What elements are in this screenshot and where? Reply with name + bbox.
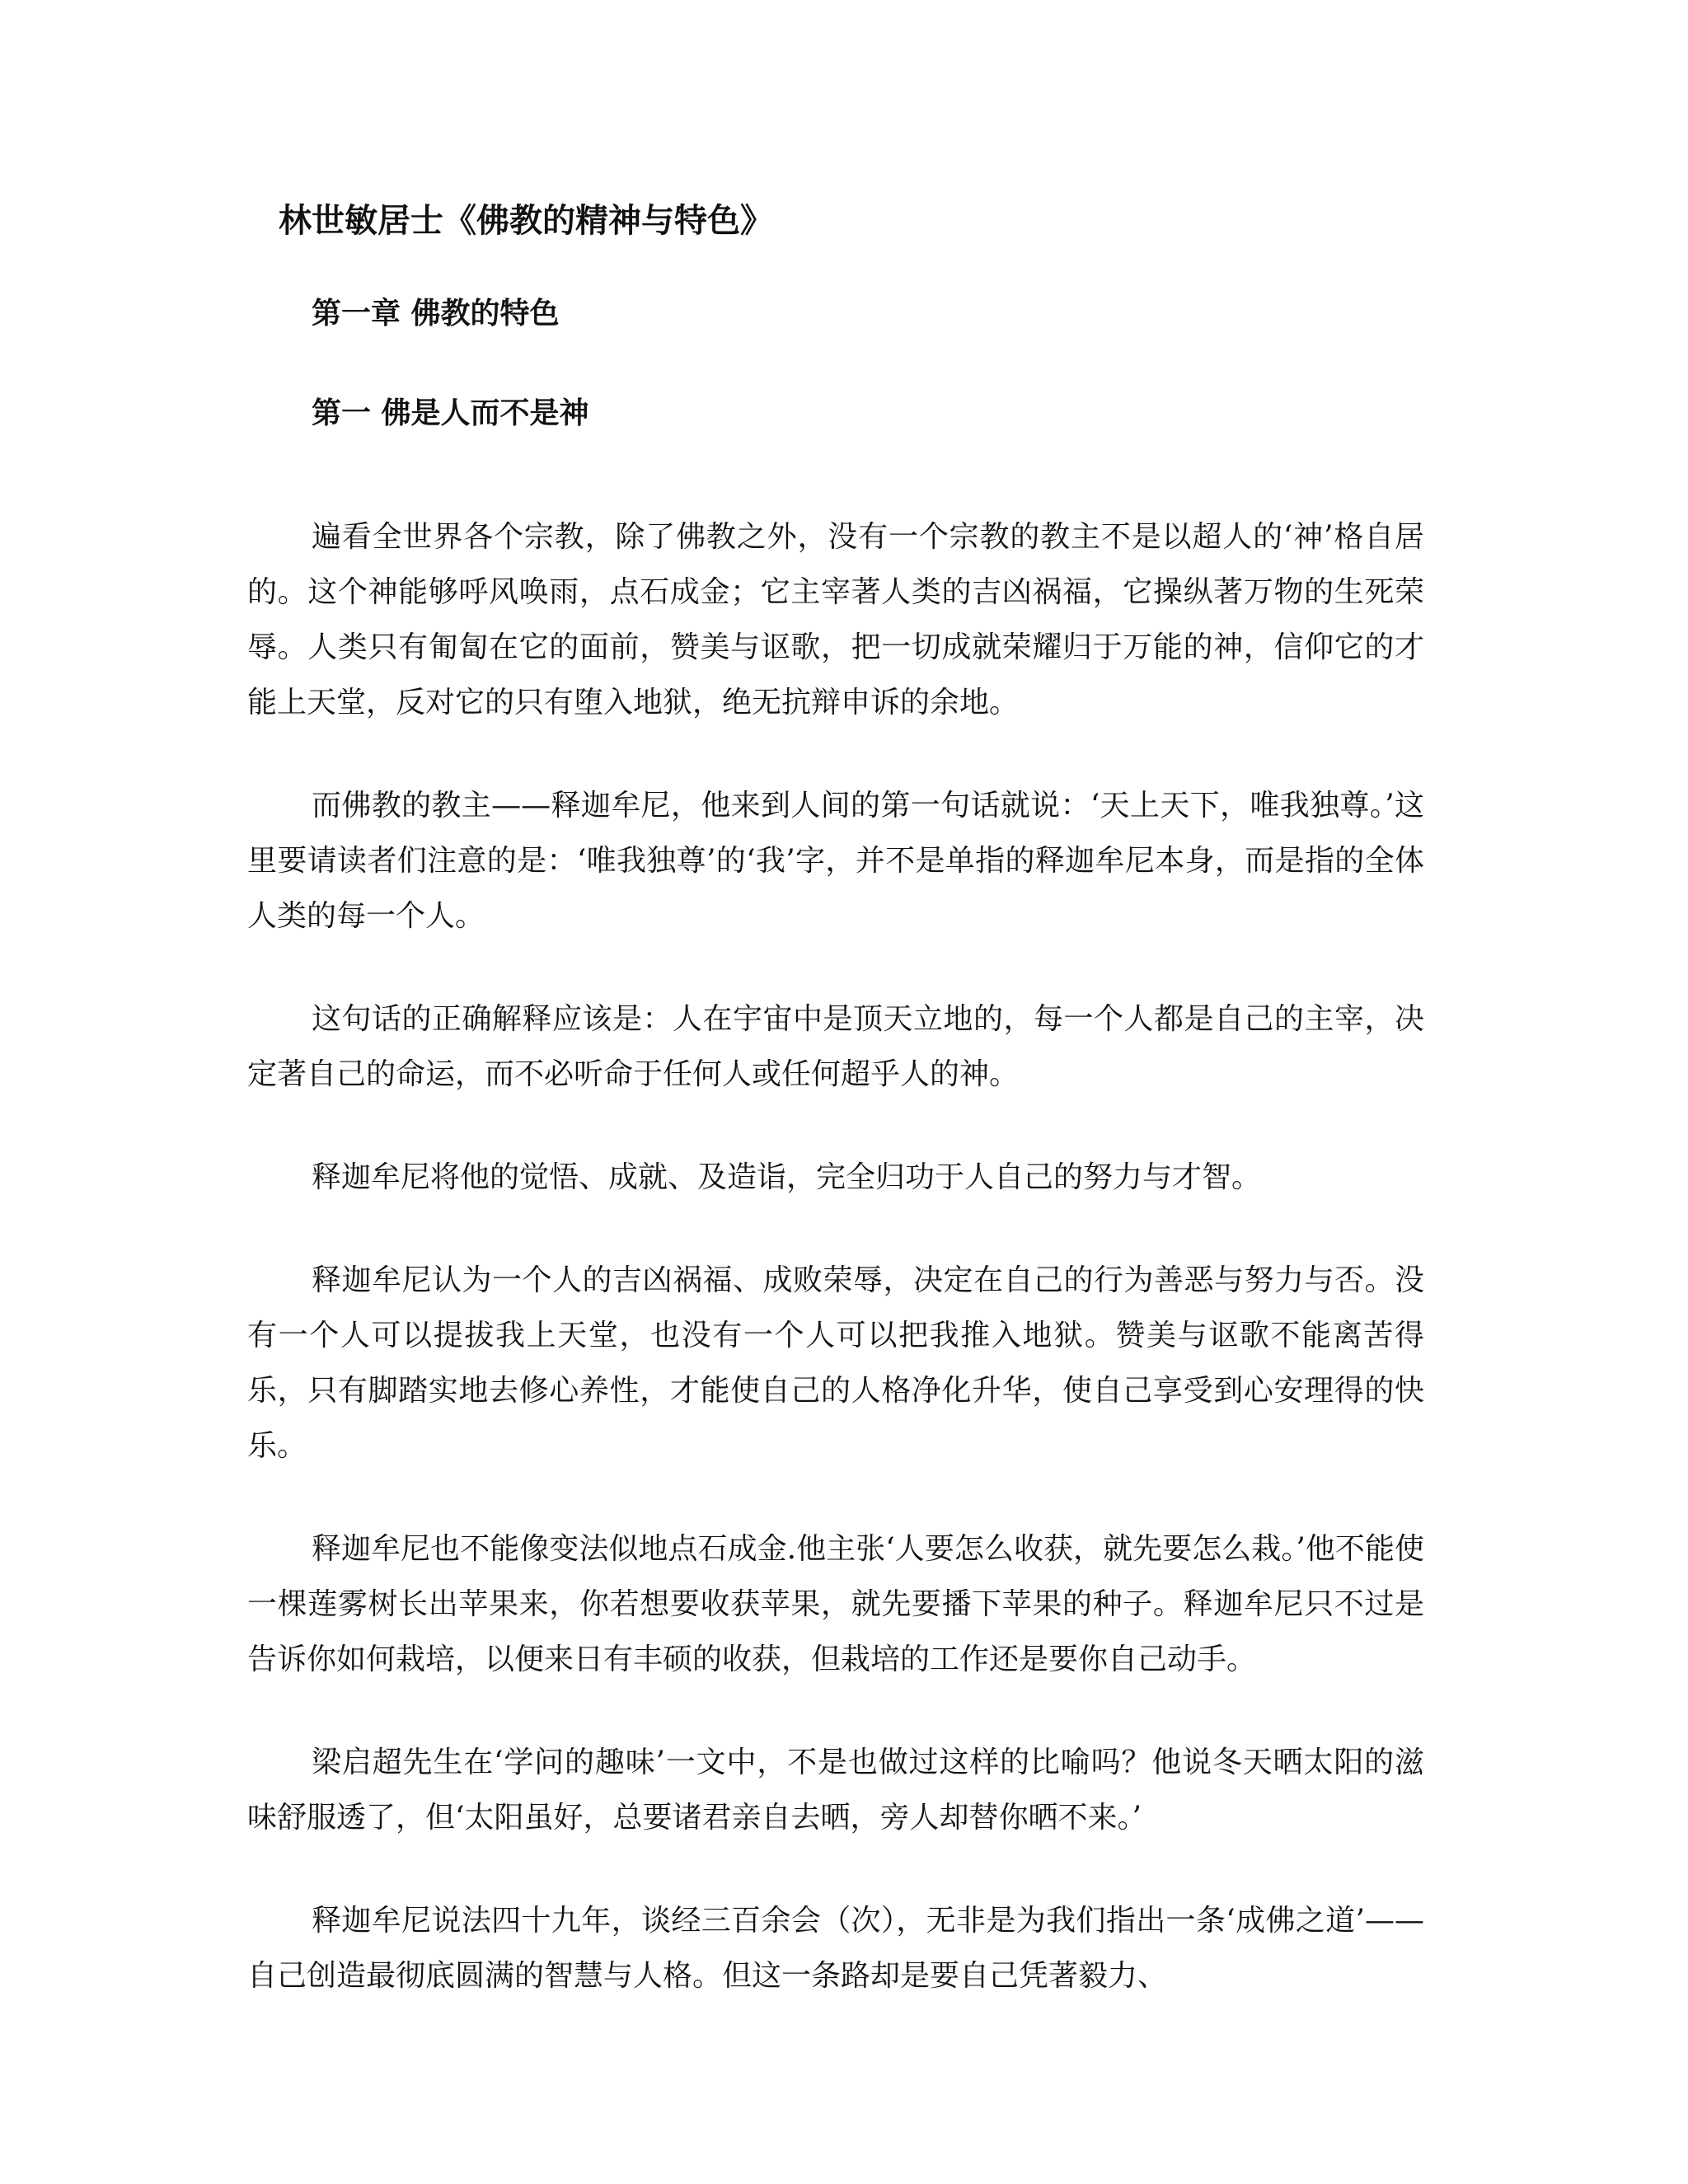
document-title: 林世敏居士《佛教的精神与特色》 <box>279 201 773 240</box>
paragraph: 释迦牟尼将他的觉悟、成就、及造诣，完全归功于人自己的努力与才智。 <box>312 1160 1262 1194</box>
section-heading: 第一 佛是人而不是神 <box>312 396 589 430</box>
paragraph: 释迦牟尼说法四十九年，谈经三百余会（次），无非是为我们指出一条‘成佛之道’——自己创造最彻底圆满的智慧与人格。但这一条路却是要自己凭著毅力、 <box>247 1904 1424 1993</box>
chapter-heading: 第一章 佛教的特色 <box>312 296 560 330</box>
paragraph: 而佛教的教主——释迦牟尼，他来到人间的第一句话就说：‘天上天下，唯我独尊。’这里要请读者们注意的是：‘唯我独尊’的‘我’字，并不是单指的释迦牟尼本身，而是指的全体人类的每一个人。 <box>247 789 1424 933</box>
paragraph: 梁启超先生在‘学问的趣味’一文中，不是也做过这样的比喻吗？他说冬天晒太阳的滋味舒服透了，但‘太阳虽好，总要诸君亲自去晒，旁人却替你晒不来。’ <box>247 1746 1424 1835</box>
paragraph: 释迦牟尼也不能像变法似地点石成金.他主张‘人要怎么收获，就先要怎么栽。’他不能使一棵莲雾树长出苹果来，你若想要收获苹果，就先要播下苹果的种子。释迦牟尼只不过是告诉你如何栽培，以便来日有丰硕的收获，但栽培的工作还是要你自己动手。 <box>247 1532 1424 1676</box>
paragraph: 这句话的正确解释应该是：人在宇宙中是顶天立地的，每一个人都是自己的主宰，决定著自己的命运，而不必听命于任何人或任何超乎人的神。 <box>247 1002 1424 1091</box>
paragraph: 遍看全世界各个宗教，除了佛教之外，没有一个宗教的教主不是以超人的‘神’格自居的。这个神能够呼风唤雨，点石成金；它主宰著人类的吉凶祸福，它操纵著万物的生死荣辱。人类只有匍匐在它的面前，赞美与讴歌，把一切成就荣耀归于万能的神，信仰它的才能上天堂，反对它的只有堕入地狱，绝无抗辩申诉的余地。 <box>247 520 1424 719</box>
paragraph: 释迦牟尼认为一个人的吉凶祸福、成败荣辱，决定在自己的行为善恶与努力与否。没有一个人可以提拔我上天堂，也没有一个人可以把我推入地狱。赞美与讴歌不能离苦得乐，只有脚踏实地去修心养性，才能使自己的人格净化升华，使自己享受到心安理得的快乐。 <box>247 1263 1424 1463</box>
document-body <box>247 509 1424 2004</box>
